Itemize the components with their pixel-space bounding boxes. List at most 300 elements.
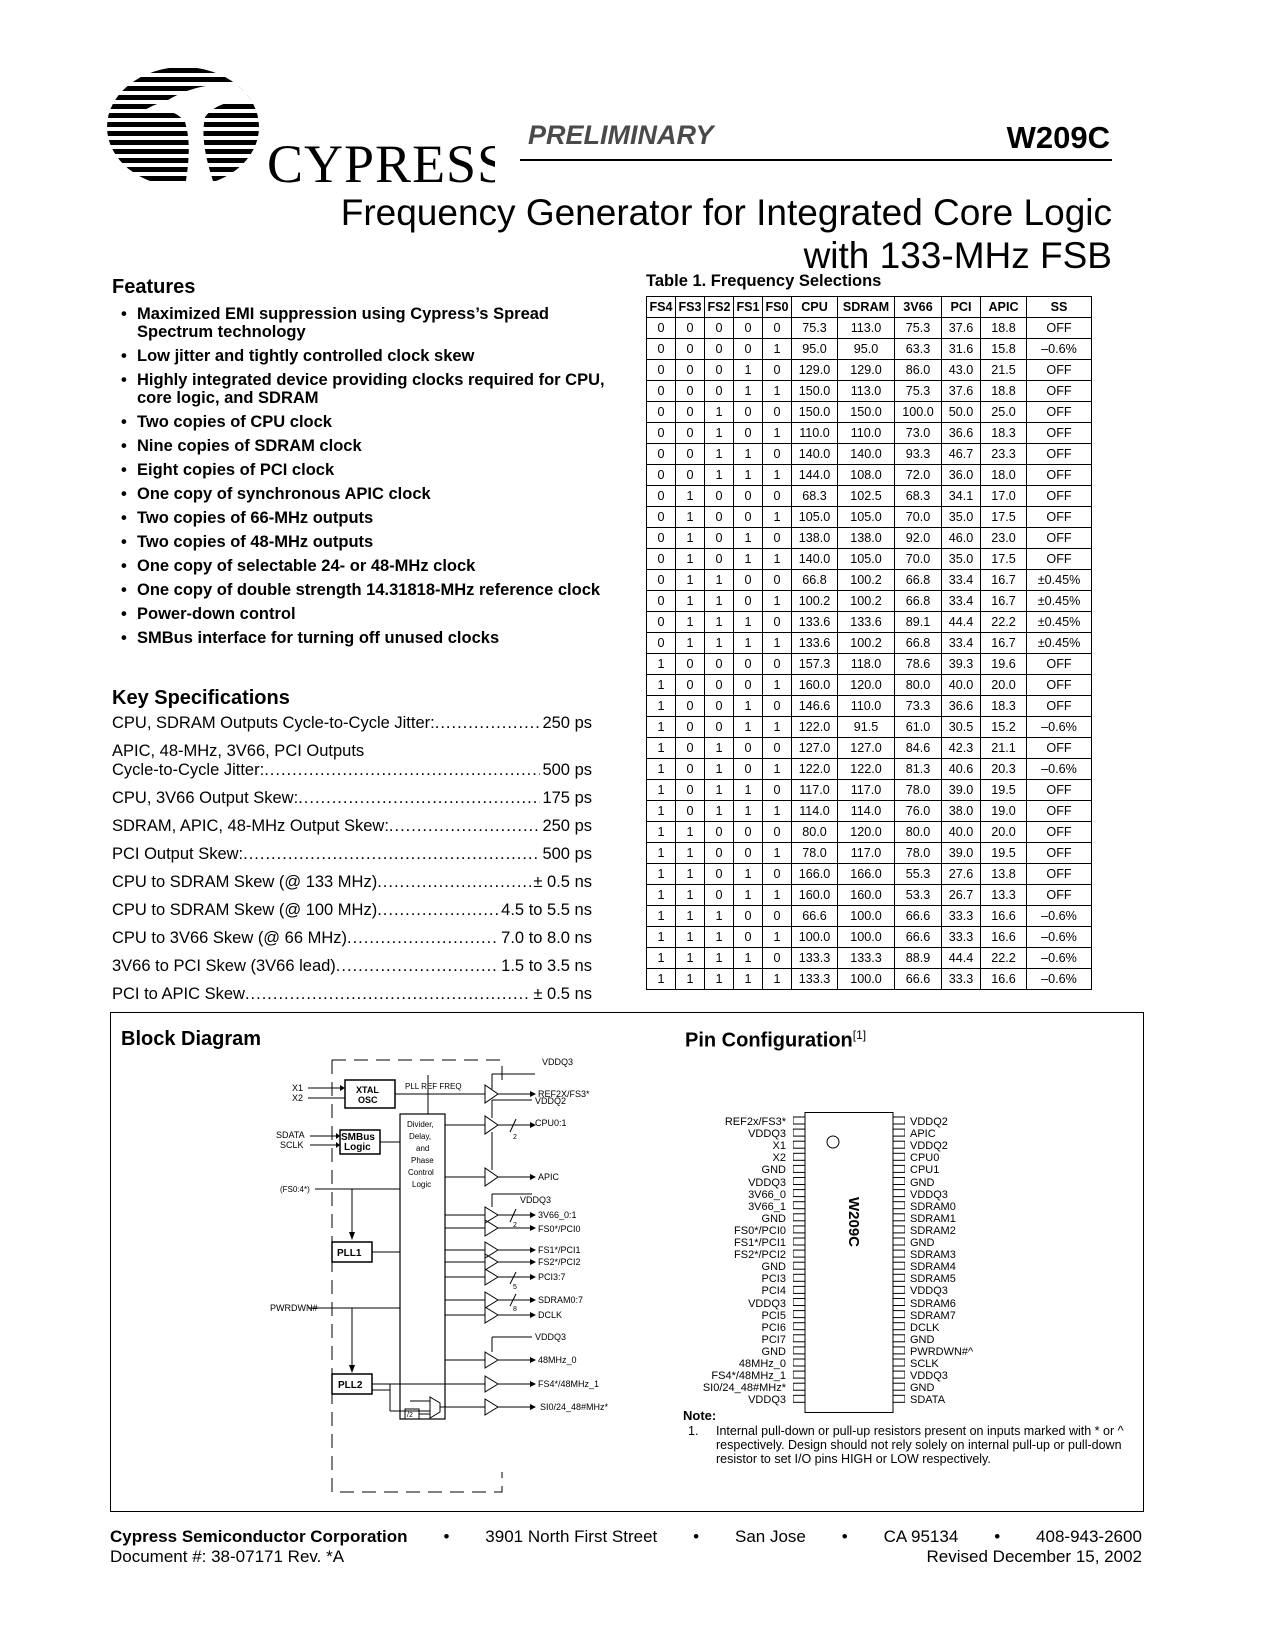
bd-osc: OSC bbox=[358, 1095, 378, 1105]
table-row bbox=[647, 381, 1092, 402]
features-list bbox=[117, 305, 617, 653]
table-cell: 1 bbox=[647, 696, 676, 717]
pin-stub bbox=[793, 1323, 805, 1330]
table-cell: 0 bbox=[676, 339, 705, 360]
table-cell: 110.0 bbox=[838, 423, 895, 444]
table-cell: 0 bbox=[763, 318, 792, 339]
table-cell: 18.8 bbox=[981, 381, 1027, 402]
key-spec-label: Cycle-to-Cycle Jitter: bbox=[112, 761, 265, 779]
table-cell: 35.0 bbox=[942, 549, 981, 570]
bullet-icon: • bbox=[121, 581, 127, 599]
table-cell: 1 bbox=[647, 738, 676, 759]
bd-pwrdwn: PWRDWN# bbox=[270, 1303, 318, 1313]
key-spec-row bbox=[112, 901, 592, 920]
table-cell: ±0.45% bbox=[1027, 633, 1092, 654]
cypress-logo bbox=[105, 62, 495, 192]
features-heading: Features bbox=[112, 276, 196, 298]
table-cell: 105.0 bbox=[792, 507, 838, 528]
bd-vddq2: VDDQ2 bbox=[535, 1096, 567, 1106]
pin-name: PCI3 bbox=[761, 1273, 786, 1286]
table-cell: 1 bbox=[705, 780, 734, 801]
table-cell: 1 bbox=[705, 612, 734, 633]
table-cell: 1 bbox=[647, 927, 676, 948]
footer-address: 3901 North First Street bbox=[485, 1527, 658, 1546]
pin-stub bbox=[893, 1371, 905, 1378]
key-specs-list bbox=[112, 714, 592, 1013]
key-spec-row bbox=[112, 929, 592, 948]
table-cell: 15.8 bbox=[981, 339, 1027, 360]
pin-name: SDRAM7 bbox=[910, 1309, 956, 1322]
table-cell: 1 bbox=[676, 612, 705, 633]
table-cell: OFF bbox=[1027, 864, 1092, 885]
feature-item bbox=[117, 461, 617, 479]
table-cell: 100.2 bbox=[838, 570, 895, 591]
table-cell: 127.0 bbox=[838, 738, 895, 759]
table-cell: 0 bbox=[647, 570, 676, 591]
table-cell: 0 bbox=[647, 633, 676, 654]
table-row bbox=[647, 570, 1092, 591]
table-header-row bbox=[647, 297, 1092, 318]
table-cell: 33.4 bbox=[942, 570, 981, 591]
table-header-cell: 3V66 bbox=[895, 297, 942, 318]
table-cell: OFF bbox=[1027, 654, 1092, 675]
table-cell: 0 bbox=[676, 318, 705, 339]
table-row bbox=[647, 738, 1092, 759]
table-cell: 0 bbox=[647, 381, 676, 402]
table-cell: 1 bbox=[676, 633, 705, 654]
pin-name: GND bbox=[910, 1333, 935, 1346]
pin-config-title bbox=[685, 1028, 866, 1053]
key-spec-label: CPU to 3V66 Skew (@ 66 MHz) bbox=[112, 929, 347, 947]
key-spec-label: 3V66 to PCI Skew (3V66 lead) bbox=[112, 957, 336, 975]
table-cell: 1 bbox=[763, 633, 792, 654]
leader-dots bbox=[245, 985, 531, 1004]
footer-bullet: • bbox=[841, 1527, 848, 1546]
table-header-cell: FS4 bbox=[647, 297, 676, 318]
table-cell: OFF bbox=[1027, 402, 1092, 423]
table-cell: OFF bbox=[1027, 843, 1092, 864]
pin-stub bbox=[793, 1359, 805, 1366]
pin-name: VDDQ3 bbox=[748, 1128, 786, 1141]
table-cell: 68.3 bbox=[792, 486, 838, 507]
table-cell: 0 bbox=[676, 801, 705, 822]
table-cell: 55.3 bbox=[895, 864, 942, 885]
table-row bbox=[647, 612, 1092, 633]
table-cell: 100.0 bbox=[838, 927, 895, 948]
table-row bbox=[647, 759, 1092, 780]
table-cell: 0 bbox=[763, 696, 792, 717]
feature-text: One copy of selectable 24- or 48-MHz clock bbox=[137, 557, 476, 575]
pin-stub bbox=[893, 1178, 905, 1185]
table-cell: 100.0 bbox=[895, 402, 942, 423]
table-row bbox=[647, 507, 1092, 528]
table-cell: –0.6% bbox=[1027, 927, 1092, 948]
table-cell: 0 bbox=[763, 570, 792, 591]
pin-stub bbox=[793, 1299, 805, 1306]
table-cell: 17.0 bbox=[981, 486, 1027, 507]
table-cell: 37.6 bbox=[942, 381, 981, 402]
table-row bbox=[647, 360, 1092, 381]
table-cell: 102.5 bbox=[838, 486, 895, 507]
table-header-cell: FS2 bbox=[705, 297, 734, 318]
table-cell: 93.3 bbox=[895, 444, 942, 465]
leader-dots bbox=[336, 957, 499, 976]
bd-div1: Divider, bbox=[407, 1120, 434, 1129]
table-cell: 100.0 bbox=[792, 927, 838, 948]
table-cell: 75.3 bbox=[895, 318, 942, 339]
table-cell: OFF bbox=[1027, 318, 1092, 339]
pin-name: DCLK bbox=[910, 1321, 940, 1334]
table-cell: 100.2 bbox=[838, 633, 895, 654]
preliminary-label: PRELIMINARY bbox=[528, 120, 714, 150]
table-cell: 0 bbox=[763, 780, 792, 801]
key-spec-row bbox=[112, 873, 592, 892]
table-cell: 127.0 bbox=[792, 738, 838, 759]
table-cell: 0 bbox=[705, 654, 734, 675]
table-cell: 117.0 bbox=[838, 780, 895, 801]
table-cell: 0 bbox=[705, 318, 734, 339]
pin-name: PWRDWN#^ bbox=[910, 1345, 974, 1358]
pin-stub bbox=[793, 1202, 805, 1209]
table-cell: 1 bbox=[734, 864, 763, 885]
note-heading: Note: bbox=[683, 1408, 717, 1423]
feature-item bbox=[117, 413, 617, 431]
bd-48mhz: 48MHz_0 bbox=[538, 1355, 577, 1365]
table-cell: 0 bbox=[763, 654, 792, 675]
table-cell: 117.0 bbox=[838, 843, 895, 864]
table-cell: 1 bbox=[763, 717, 792, 738]
pin-stub bbox=[893, 1347, 905, 1354]
table-cell: 0 bbox=[705, 549, 734, 570]
bd-div3: and bbox=[416, 1144, 430, 1153]
table-cell: 105.0 bbox=[838, 549, 895, 570]
table-cell: 0 bbox=[763, 528, 792, 549]
bd-pci: PCI3:7 bbox=[538, 1272, 566, 1282]
table-cell: 36.6 bbox=[942, 423, 981, 444]
feature-text: Nine copies of SDRAM clock bbox=[137, 437, 362, 455]
table-cell: 23.3 bbox=[981, 444, 1027, 465]
feature-item bbox=[117, 557, 617, 575]
table-cell: OFF bbox=[1027, 549, 1092, 570]
table-cell: 0 bbox=[647, 423, 676, 444]
pin-name: FS1*/PCI1 bbox=[734, 1237, 786, 1249]
table-cell: 1 bbox=[763, 591, 792, 612]
table-cell: 150.0 bbox=[838, 402, 895, 423]
table-cell: 0 bbox=[705, 843, 734, 864]
table-cell: 0 bbox=[676, 402, 705, 423]
table-cell: 22.2 bbox=[981, 948, 1027, 969]
document-title-line-2: with 133-MHz FSB bbox=[803, 235, 1112, 276]
table-row bbox=[647, 318, 1092, 339]
table-cell: 1 bbox=[705, 591, 734, 612]
bullet-icon: • bbox=[121, 371, 127, 389]
table-cell: 33.3 bbox=[942, 906, 981, 927]
key-spec-value: 250 ps bbox=[542, 714, 592, 732]
table-row bbox=[647, 717, 1092, 738]
table-header-cell: FS3 bbox=[676, 297, 705, 318]
feature-text: One copy of double strength 14.31818-MHz reference clock bbox=[137, 581, 601, 599]
note-text: Internal pull-down or pull-up resistors present on inputs marked with * or ^ respectively. Design should not rely solely on internal pull-up or pull-down resistor to set I/O pins HIGH or LOW respectively. bbox=[716, 1424, 1124, 1466]
pin-name: GND bbox=[761, 1261, 786, 1274]
bd-x1: X1 bbox=[292, 1083, 304, 1093]
table-cell: 150.0 bbox=[792, 402, 838, 423]
bd-div5: Control bbox=[408, 1168, 434, 1177]
table-cell: 66.6 bbox=[895, 927, 942, 948]
feature-text: Maximized EMI suppression using Cypress’s Spread Spectrum technology bbox=[137, 305, 550, 341]
table-cell: OFF bbox=[1027, 801, 1092, 822]
document-title-line-1: Frequency Generator for Integrated Core Logic bbox=[340, 192, 1112, 233]
table-body bbox=[647, 318, 1092, 990]
table-cell: 105.0 bbox=[838, 507, 895, 528]
table-cell: 100.2 bbox=[792, 591, 838, 612]
key-spec-row bbox=[112, 761, 592, 780]
table-cell: 120.0 bbox=[838, 822, 895, 843]
table-cell: 0 bbox=[676, 654, 705, 675]
bd-3v66-n: 2 bbox=[513, 1222, 517, 1229]
key-spec-value: ± 0.5 ns bbox=[533, 873, 592, 891]
table-cell: 46.7 bbox=[942, 444, 981, 465]
pin-name: VDDQ3 bbox=[910, 1285, 948, 1298]
table-cell: 0 bbox=[734, 822, 763, 843]
table-cell: 19.0 bbox=[981, 801, 1027, 822]
table-cell: 44.4 bbox=[942, 948, 981, 969]
bullet-icon: • bbox=[121, 533, 127, 551]
table-cell: 120.0 bbox=[838, 675, 895, 696]
table-cell: 44.4 bbox=[942, 612, 981, 633]
table-cell: 1 bbox=[676, 528, 705, 549]
table-cell: OFF bbox=[1027, 423, 1092, 444]
table-cell: 37.6 bbox=[942, 318, 981, 339]
table-cell: 129.0 bbox=[792, 360, 838, 381]
key-spec-row bbox=[112, 985, 592, 1004]
table-cell: 1 bbox=[734, 612, 763, 633]
table-row bbox=[647, 633, 1092, 654]
pin-stub bbox=[793, 1153, 805, 1160]
table-header-cell: SDRAM bbox=[838, 297, 895, 318]
table-cell: 1 bbox=[676, 927, 705, 948]
table-cell: 17.5 bbox=[981, 549, 1027, 570]
table-cell: 0 bbox=[647, 549, 676, 570]
pin-stub bbox=[793, 1141, 805, 1148]
table-cell: OFF bbox=[1027, 360, 1092, 381]
pin-stub bbox=[893, 1323, 905, 1330]
leader-dots bbox=[264, 761, 540, 780]
table-cell: 1 bbox=[647, 759, 676, 780]
footer-line-2 bbox=[110, 1547, 1142, 1567]
feature-item bbox=[117, 485, 617, 503]
table-cell: 0 bbox=[647, 486, 676, 507]
table-cell: 133.6 bbox=[792, 612, 838, 633]
bd-div2-box: /2 bbox=[407, 1412, 413, 1419]
table-cell: 160.0 bbox=[792, 675, 838, 696]
table-cell: 1 bbox=[647, 675, 676, 696]
table-cell: 0 bbox=[676, 423, 705, 444]
pin-name: GND bbox=[761, 1345, 786, 1358]
table-cell: 21.5 bbox=[981, 360, 1027, 381]
table-cell: 80.0 bbox=[895, 822, 942, 843]
table-cell: 0 bbox=[734, 906, 763, 927]
bullet-icon: • bbox=[121, 557, 127, 575]
bd-vddq3-c: VDDQ3 bbox=[535, 1332, 567, 1342]
table-cell: 36.0 bbox=[942, 465, 981, 486]
table-cell: 70.0 bbox=[895, 507, 942, 528]
table-cell: 40.0 bbox=[942, 675, 981, 696]
table-cell: 33.3 bbox=[942, 927, 981, 948]
table-cell: 1 bbox=[676, 843, 705, 864]
table-cell: 0 bbox=[647, 507, 676, 528]
table-cell: 0 bbox=[676, 381, 705, 402]
table-cell: 0 bbox=[763, 444, 792, 465]
bd-div6: Logic bbox=[412, 1180, 432, 1189]
table-header-cell: APIC bbox=[981, 297, 1027, 318]
table-cell: 0 bbox=[676, 675, 705, 696]
note bbox=[688, 1424, 1128, 1466]
bd-ref: REF2X/FS3* bbox=[538, 1089, 590, 1099]
block-diagram bbox=[270, 1052, 670, 1502]
table-cell: 18.3 bbox=[981, 423, 1027, 444]
table-cell: 0 bbox=[705, 486, 734, 507]
pin-stub bbox=[893, 1141, 905, 1148]
table-cell: 138.0 bbox=[792, 528, 838, 549]
pin-stub bbox=[893, 1214, 905, 1221]
table-cell: 138.0 bbox=[838, 528, 895, 549]
leader-dots bbox=[389, 817, 541, 836]
table-cell: 0 bbox=[734, 339, 763, 360]
table-cell: 0 bbox=[763, 360, 792, 381]
bd-smbus: SMBus bbox=[341, 1132, 375, 1143]
table-cell: 1 bbox=[734, 549, 763, 570]
table-cell: 1 bbox=[705, 633, 734, 654]
table-cell: 61.0 bbox=[895, 717, 942, 738]
table-cell: 73.3 bbox=[895, 696, 942, 717]
feature-item bbox=[117, 305, 617, 341]
table-cell: 73.0 bbox=[895, 423, 942, 444]
table-cell: 78.0 bbox=[792, 843, 838, 864]
feature-text: One copy of synchronous APIC clock bbox=[137, 485, 431, 503]
key-spec-label: CPU to SDRAM Skew (@ 133 MHz) bbox=[112, 873, 378, 891]
pin-name: X2 bbox=[772, 1152, 786, 1165]
pin-stub bbox=[793, 1165, 805, 1172]
pin-name: VDDQ2 bbox=[910, 1116, 948, 1128]
key-spec-label: PCI Output Skew: bbox=[112, 845, 244, 863]
table-cell: 1 bbox=[763, 843, 792, 864]
key-spec-row bbox=[112, 845, 592, 864]
key-spec-value: 175 ps bbox=[542, 789, 592, 807]
table-cell: 0 bbox=[676, 465, 705, 486]
leader-dots bbox=[243, 845, 540, 864]
table-cell: 86.0 bbox=[895, 360, 942, 381]
bd-fs0: FS0*/PCI0 bbox=[538, 1224, 581, 1234]
table-cell: 122.0 bbox=[792, 759, 838, 780]
table-cell: 129.0 bbox=[838, 360, 895, 381]
pin-name: GND bbox=[910, 1176, 935, 1189]
table-cell: 0 bbox=[734, 570, 763, 591]
table-cell: 33.4 bbox=[942, 591, 981, 612]
block-diagram-title: Block Diagram bbox=[121, 1028, 262, 1050]
pin-name: SDRAM3 bbox=[910, 1249, 956, 1262]
table-cell: 1 bbox=[705, 759, 734, 780]
bd-si0: SI0/24_48#MHz* bbox=[540, 1402, 609, 1412]
pin-name: VDDQ2 bbox=[910, 1140, 948, 1153]
table-cell: 110.0 bbox=[792, 423, 838, 444]
note-number: 1. bbox=[688, 1424, 699, 1438]
table-cell: 166.0 bbox=[838, 864, 895, 885]
table-cell: 1 bbox=[647, 822, 676, 843]
table-cell: 0 bbox=[647, 339, 676, 360]
bullet-icon: • bbox=[121, 509, 127, 527]
pin-stub bbox=[893, 1238, 905, 1245]
pin-stub bbox=[793, 1335, 805, 1342]
table-cell: 0 bbox=[647, 318, 676, 339]
bd-vddq3-top: VDDQ3 bbox=[542, 1057, 574, 1067]
bullet-icon: • bbox=[121, 485, 127, 503]
table-cell: 1 bbox=[763, 675, 792, 696]
table-cell: 1 bbox=[763, 423, 792, 444]
pin-name: SDATA bbox=[910, 1394, 946, 1407]
table-cell: 26.7 bbox=[942, 885, 981, 906]
table-cell: 0 bbox=[705, 360, 734, 381]
table-cell: 100.0 bbox=[838, 906, 895, 927]
pin-stub bbox=[893, 1129, 905, 1136]
bd-pci-n: 5 bbox=[513, 1284, 517, 1291]
key-spec-value: 500 ps bbox=[542, 845, 592, 863]
bullet-icon: • bbox=[121, 629, 127, 647]
pin-name: APIC bbox=[910, 1128, 936, 1141]
table-cell: 146.6 bbox=[792, 696, 838, 717]
table-cell: 20.0 bbox=[981, 675, 1027, 696]
table-cell: 17.5 bbox=[981, 507, 1027, 528]
pin-name: VDDQ3 bbox=[748, 1176, 786, 1189]
table-cell: 1 bbox=[705, 948, 734, 969]
bullet-icon: • bbox=[121, 605, 127, 623]
table-cell: 1 bbox=[647, 780, 676, 801]
pin-name: FS4*/48MHz_1 bbox=[711, 1370, 786, 1383]
table-cell: 0 bbox=[676, 738, 705, 759]
table-cell: 117.0 bbox=[792, 780, 838, 801]
table-cell: 0 bbox=[734, 402, 763, 423]
table-cell: 100.0 bbox=[838, 969, 895, 990]
pin-name: PCI7 bbox=[761, 1333, 786, 1346]
table-cell: 91.5 bbox=[838, 717, 895, 738]
table-cell: 16.6 bbox=[981, 969, 1027, 990]
bd-apic: APIC bbox=[538, 1172, 560, 1182]
table-cell: 1 bbox=[647, 969, 676, 990]
bd-sclk: SCLK bbox=[280, 1140, 304, 1150]
table-cell: 1 bbox=[676, 570, 705, 591]
table-cell: 1 bbox=[676, 948, 705, 969]
table-row bbox=[647, 423, 1092, 444]
table-cell: 0 bbox=[763, 738, 792, 759]
table-cell: 133.3 bbox=[838, 948, 895, 969]
pin-stub bbox=[793, 1371, 805, 1378]
table-cell: –0.6% bbox=[1027, 339, 1092, 360]
table-cell: 0 bbox=[705, 339, 734, 360]
table-cell: 1 bbox=[676, 507, 705, 528]
bd-pll-ref: PLL REF FREQ bbox=[405, 1082, 462, 1091]
table-cell: 1 bbox=[763, 549, 792, 570]
table-cell: 66.6 bbox=[895, 906, 942, 927]
pin-stub bbox=[793, 1178, 805, 1185]
table-cell: 19.5 bbox=[981, 780, 1027, 801]
table-cell: 114.0 bbox=[792, 801, 838, 822]
table-cell: 1 bbox=[676, 969, 705, 990]
feature-text: Two copies of CPU clock bbox=[137, 413, 332, 431]
table-cell: 1 bbox=[647, 801, 676, 822]
feature-text: Two copies of 48-MHz outputs bbox=[137, 533, 374, 551]
table-row bbox=[647, 864, 1092, 885]
table-cell: 36.6 bbox=[942, 696, 981, 717]
pin-stub bbox=[893, 1226, 905, 1233]
